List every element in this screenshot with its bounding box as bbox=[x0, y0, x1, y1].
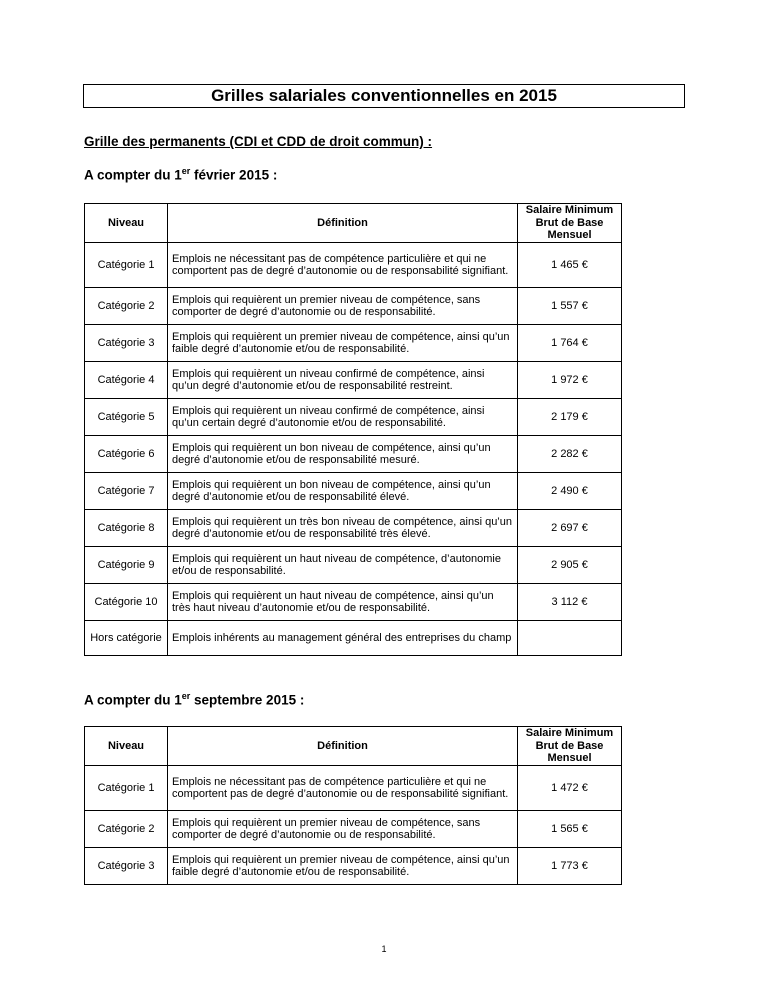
salary-table-february bbox=[84, 203, 622, 656]
definition-cell: Emplois inhérents au management général des entreprises du champ bbox=[168, 621, 518, 656]
table-body bbox=[85, 766, 622, 885]
salary-table-september bbox=[84, 726, 622, 885]
page-number: 1 bbox=[381, 944, 387, 954]
table-row bbox=[85, 288, 622, 325]
level-cell: Catégorie 3 bbox=[85, 848, 168, 885]
heading-superscript: er bbox=[181, 166, 191, 176]
table-row bbox=[85, 399, 622, 436]
table-body bbox=[85, 243, 622, 656]
level-cell: Catégorie 2 bbox=[85, 811, 168, 848]
salary-cell: 1 557 € bbox=[518, 288, 622, 325]
salary-cell: 2 179 € bbox=[518, 399, 622, 436]
table-row bbox=[85, 436, 622, 473]
definition-cell: Emplois qui requièrent un premier niveau de compétence, sans comporter de degré d’autonomie ou de responsabilité. bbox=[168, 288, 518, 325]
table-header-row bbox=[85, 727, 622, 766]
header-level: Niveau bbox=[85, 204, 168, 243]
section-heading-september bbox=[84, 691, 304, 708]
salary-cell: 1 565 € bbox=[518, 811, 622, 848]
table-row bbox=[85, 766, 622, 811]
definition-cell: Emplois qui requièrent un premier niveau de compétence, ainsi qu’un faible degré d’autonomie et/ou de responsabilité. bbox=[168, 325, 518, 362]
heading-prefix: A compter du 1 bbox=[84, 167, 182, 183]
level-cell: Catégorie 9 bbox=[85, 547, 168, 584]
level-cell: Catégorie 8 bbox=[85, 510, 168, 547]
definition-cell: Emplois qui requièrent un haut niveau de compétence, ainsi qu’un très haut niveau d’autonomie et/ou de responsabilité. bbox=[168, 584, 518, 621]
table-row bbox=[85, 547, 622, 584]
heading-suffix: février 2015 : bbox=[190, 167, 278, 183]
level-cell: Catégorie 7 bbox=[85, 473, 168, 510]
header-definition: Définition bbox=[168, 204, 518, 243]
definition-cell: Emplois qui requièrent un premier niveau de compétence, sans comporter de degré d’autonomie ou de responsabilité. bbox=[168, 811, 518, 848]
salary-cell: 2 905 € bbox=[518, 547, 622, 584]
salary-cell: 1 972 € bbox=[518, 362, 622, 399]
salary-cell: 2 282 € bbox=[518, 436, 622, 473]
definition-cell: Emplois qui requièrent un très bon niveau de compétence, ainsi qu’un degré d’autonomie et/ou de responsabilité très élevé. bbox=[168, 510, 518, 547]
level-cell: Catégorie 1 bbox=[85, 243, 168, 288]
level-cell: Catégorie 10 bbox=[85, 584, 168, 621]
heading-prefix: A compter du 1 bbox=[84, 692, 182, 708]
salary-cell: 1 465 € bbox=[518, 243, 622, 288]
level-cell: Catégorie 1 bbox=[85, 766, 168, 811]
salary-cell bbox=[518, 621, 622, 656]
heading-suffix: septembre 2015 : bbox=[190, 692, 305, 708]
table-header-row bbox=[85, 204, 622, 243]
salary-cell: 2 490 € bbox=[518, 473, 622, 510]
section-heading-february bbox=[84, 166, 277, 183]
level-cell: Catégorie 3 bbox=[85, 325, 168, 362]
definition-cell: Emplois ne nécessitant pas de compétence particulière et qui ne comportent pas de degré d’autonomie ou de responsabilité signifiant. bbox=[168, 766, 518, 811]
header-salary: Salaire Minimum Brut de Base Mensuel bbox=[518, 727, 622, 766]
definition-cell: Emplois ne nécessitant pas de compétence particulière et qui ne comportent pas de degré d’autonomie ou de responsabilité signifiant. bbox=[168, 243, 518, 288]
header-salary: Salaire Minimum Brut de Base Mensuel bbox=[518, 204, 622, 243]
definition-cell: Emplois qui requièrent un haut niveau de compétence, d’autonomie et/ou de responsabilité. bbox=[168, 547, 518, 584]
header-definition: Définition bbox=[168, 727, 518, 766]
level-cell: Catégorie 6 bbox=[85, 436, 168, 473]
table-row bbox=[85, 473, 622, 510]
level-cell: Hors catégorie bbox=[85, 621, 168, 656]
table-row bbox=[85, 243, 622, 288]
table-row bbox=[85, 584, 622, 621]
table-row bbox=[85, 325, 622, 362]
salary-cell: 2 697 € bbox=[518, 510, 622, 547]
salary-cell: 1 773 € bbox=[518, 848, 622, 885]
table-row bbox=[85, 621, 622, 656]
level-cell: Catégorie 4 bbox=[85, 362, 168, 399]
definition-cell: Emplois qui requièrent un bon niveau de compétence, ainsi qu’un degré d’autonomie et/ou de responsabilité mesuré. bbox=[168, 436, 518, 473]
level-cell: Catégorie 2 bbox=[85, 288, 168, 325]
level-cell: Catégorie 5 bbox=[85, 399, 168, 436]
salary-cell: 1 472 € bbox=[518, 766, 622, 811]
table-row bbox=[85, 362, 622, 399]
definition-cell: Emplois qui requièrent un niveau confirmé de compétence, ainsi qu’un certain degré d’autonomie et/ou de responsabilité. bbox=[168, 399, 518, 436]
document-title: Grilles salariales conventionnelles en 2015 bbox=[83, 84, 685, 108]
header-level: Niveau bbox=[85, 727, 168, 766]
table-row bbox=[85, 510, 622, 547]
table-row bbox=[85, 811, 622, 848]
salary-cell: 3 112 € bbox=[518, 584, 622, 621]
definition-cell: Emplois qui requièrent un premier niveau de compétence, ainsi qu’un faible degré d’autonomie et/ou de responsabilité. bbox=[168, 848, 518, 885]
heading-superscript: er bbox=[181, 691, 191, 701]
grid-subtitle: Grille des permanents (CDI et CDD de droit commun) : bbox=[84, 134, 433, 149]
table-row bbox=[85, 848, 622, 885]
definition-cell: Emplois qui requièrent un bon niveau de compétence, ainsi qu’un degré d’autonomie et/ou de responsabilité élevé. bbox=[168, 473, 518, 510]
definition-cell: Emplois qui requièrent un niveau confirmé de compétence, ainsi qu’un degré d’autonomie et/ou de responsabilité restreint. bbox=[168, 362, 518, 399]
salary-cell: 1 764 € bbox=[518, 325, 622, 362]
